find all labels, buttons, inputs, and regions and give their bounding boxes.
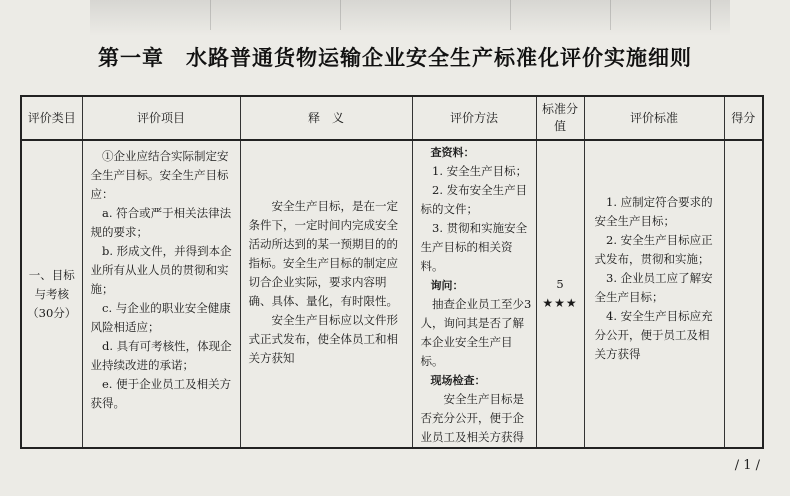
- header-item: 评价项目: [82, 96, 240, 140]
- evaluation-table: [20, 95, 764, 449]
- star-rating: ★★★: [542, 296, 578, 310]
- header-standard: 评价标准: [584, 96, 724, 140]
- standard-item: 1. 应制定符合要求的安全生产目标；: [594, 195, 713, 228]
- header-obtained: 得分: [724, 96, 763, 140]
- standard-item: 3. 企业员工应了解安全生产目标；: [594, 271, 713, 304]
- method-site: 安全生产目标是否充分公开，便于企业员工及相关方获得: [420, 392, 524, 444]
- standard-cell: [584, 140, 724, 448]
- table-header-row: [21, 96, 763, 140]
- header-method: 评价方法: [412, 96, 536, 140]
- header-explanation: 释 义: [240, 96, 412, 140]
- standard-item: 2. 安全生产目标应正式发布，贯彻和实施；: [594, 233, 713, 266]
- obtained-score-cell: [724, 140, 763, 448]
- item-cell: [82, 140, 240, 448]
- explanation-paragraph: 安全生产目标应以文件形式正式发布，使全体员工和相关方获知: [248, 313, 398, 365]
- chapter-title: 第一章 水路普通货物运输企业安全生产标准化评价实施细则: [98, 46, 692, 70]
- header-category: 评价类目: [21, 96, 82, 140]
- explanation-cell: [240, 140, 412, 448]
- method-doc-item: 2. 发布安全生产目标的文件；: [420, 183, 528, 216]
- method-inquiry: 抽查企业员工至少3人，询问其是否了解本企业安全生产目标。: [420, 297, 532, 368]
- standard-item: 4. 安全生产目标应充分公开，便于员工及相关方获得: [594, 309, 713, 361]
- category-cell: 一、目标与考核（30分）: [21, 140, 82, 448]
- header-score: 标准分值: [536, 96, 584, 140]
- table-row: [21, 140, 763, 448]
- method-cell: [412, 140, 536, 448]
- score-value: 5: [556, 277, 564, 291]
- item-point: b. 形成文件，并得到本企业所有从业人员的贯彻和实施；: [90, 244, 232, 296]
- explanation-paragraph: 安全生产目标，是在一定条件下，一定时间内完成安全活动所达到的某一预期目的的指标。安全生产目标的制定应切合企业实际，要求内容明确、具体、量化，有时限性。: [248, 199, 398, 308]
- item-point: a. 符合或严于相关法律法规的要求；: [90, 206, 232, 239]
- item-lead: ①企业应结合实际制定安全生产目标。安全生产目标应：: [90, 149, 229, 201]
- score-cell: [536, 140, 584, 448]
- method-docs-label: 查资料：: [430, 146, 475, 159]
- item-point: e. 便于企业员工及相关方获得。: [90, 377, 232, 410]
- page-number: / 1 /: [734, 458, 760, 473]
- method-site-label: 现场检查：: [430, 374, 486, 387]
- method-doc-item: 3. 贯彻和实施安全生产目标的相关资料。: [420, 221, 528, 273]
- item-point: d. 具有可考核性，体现企业持续改进的承诺；: [90, 339, 232, 372]
- item-point: c. 与企业的职业安全健康风险相适应；: [90, 301, 231, 334]
- method-doc-item: 1. 安全生产目标；: [432, 164, 528, 178]
- method-inquiry-label: 询问：: [430, 279, 464, 292]
- show-through-bleed: [90, 0, 730, 36]
